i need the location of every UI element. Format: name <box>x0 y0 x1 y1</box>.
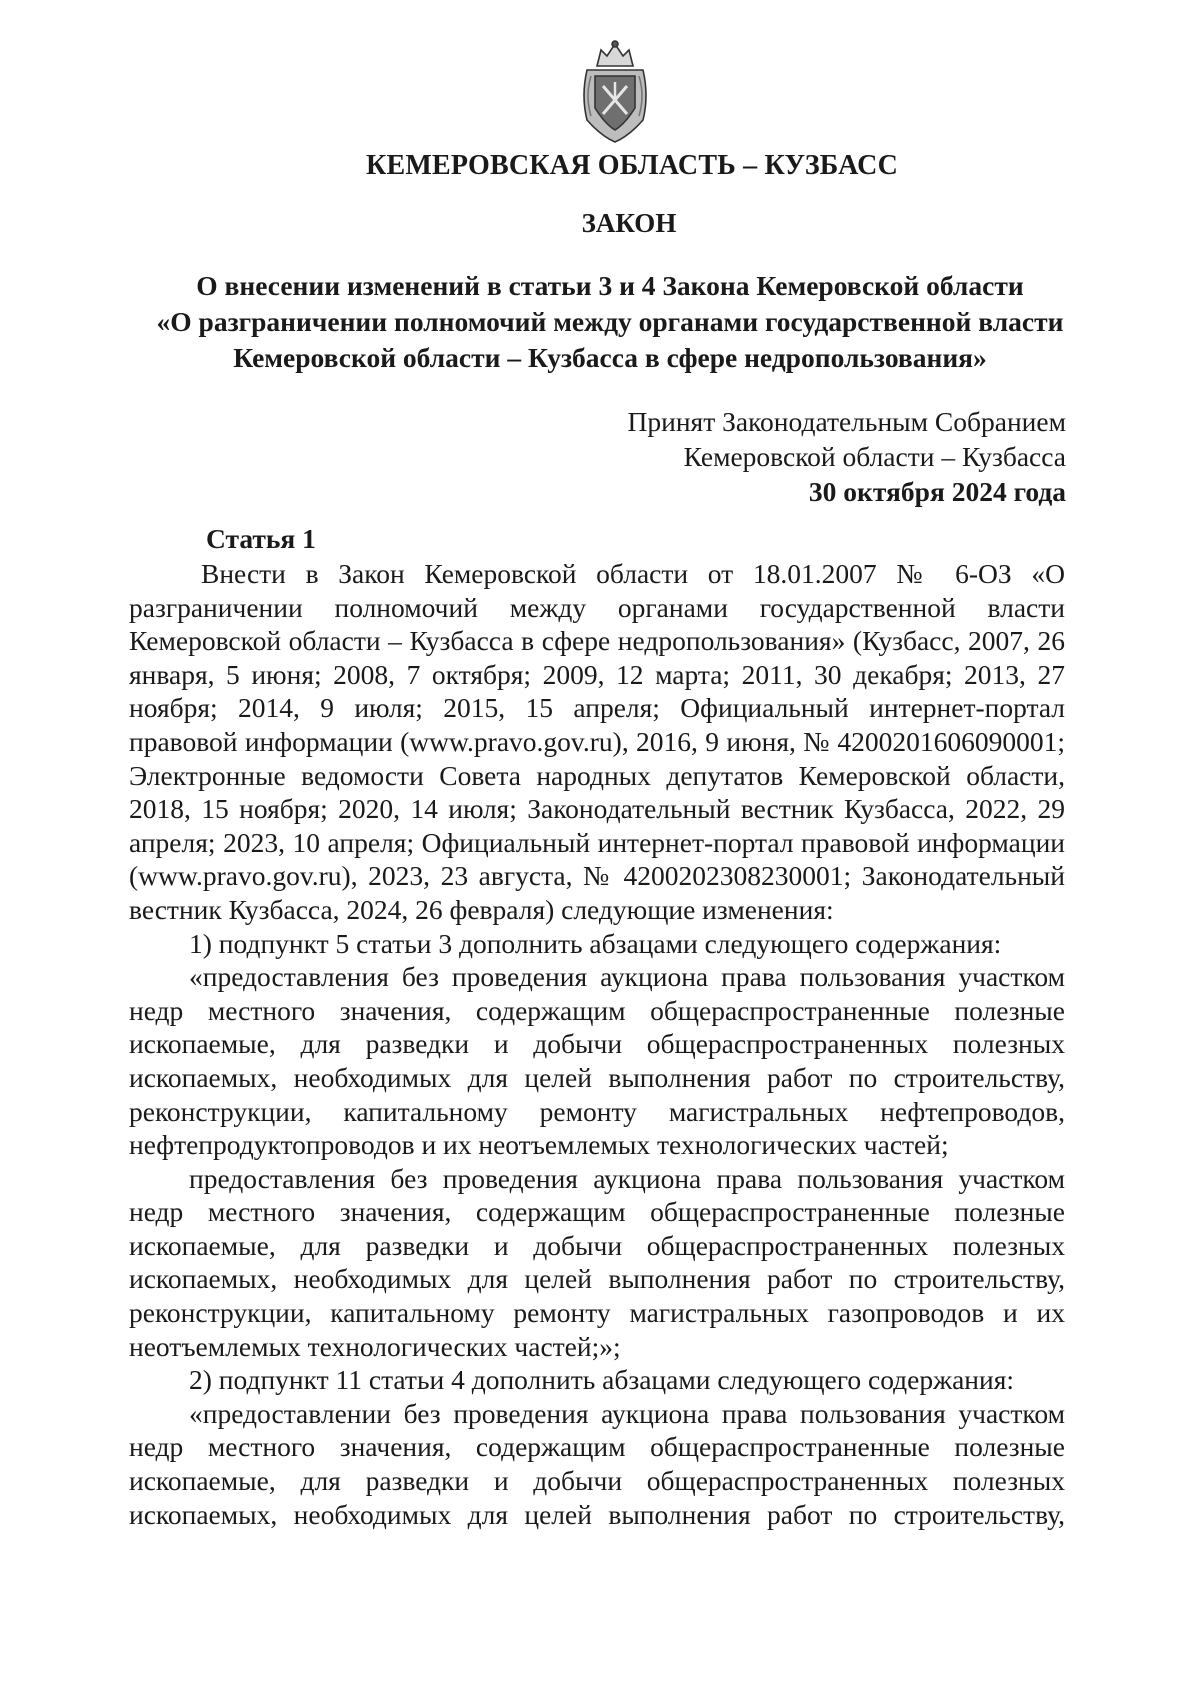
article-body <box>129 557 1065 1531</box>
coat-of-arms-emblem <box>577 36 653 148</box>
region-heading: КЕМЕРОВСКАЯ ОБЛАСТЬ – КУЗБАСС <box>365 150 899 181</box>
article-heading: Статья 1 <box>206 523 316 554</box>
amendment-item: 1) подпункт 5 статьи 3 дополнить абзацами следующего содержания: <box>189 927 1002 959</box>
law-title-line: Кемеровской области – Кузбасса в сфере недропользования» <box>233 342 987 373</box>
law-title <box>130 268 1090 376</box>
amendment-item: 2) подпункт 11 статьи 4 дополнить абзацами следующего содержания: <box>189 1364 1015 1396</box>
adoption-line: Принят Законодательным Собранием <box>627 406 1066 437</box>
amendment-paragraph: предоставления без проведения аукциона права пользования участком недр местного значения, содержащим общераспространенные полезные ископаемые, для разведки и добычи общераспространенных полезных ископаемых, необходимых для целей выполнения работ по строительству, реконструкции, капитальному ремонту магистральных газопроводов и их неотъемлемых технологических частей;»; <box>129 1162 1065 1362</box>
adoption-block <box>628 404 1066 509</box>
article-intro-paragraph: Внести в Закон Кемеровской области от 18.01.2007 № 6-ОЗ «О разграничении полномочий между органами государственной власти Кемеровской области – Кузбасса в сфере недропользования» (Кузбасс, 2007, 26 января, 5 июня; 2008, 7 октября; 2009, 12 марта; 2011, 30 декабря; 2013, 27 ноября; 2014, 9 июля; 2015, 15 апреля; Официальный интернет-портал правовой информации (www.pravo.gov.ru), 2016, 9 июня, № 4200201606090001; Электронные ведомости Совета народных депутатов Кемеровской области, 2018, 15 ноября; 2020, 14 июля; Законодательный вестник Кузбасса, 2022, 29 апреля; 2023, 10 апреля; Официальный интернет-портал правовой информации (www.pravo.gov.ru), 2023, 23 августа, № 4200202308230001; Законодательный вестник Кузбасса, 2024, 26 февраля) следующие изменения: <box>129 558 1065 925</box>
adoption-line: Кемеровской области – Кузбасса <box>683 441 1066 472</box>
amendment-paragraph: «предоставлении без проведения аукциона права пользования участком недр местного значения, содержащим общераспространенные полезные ископаемые, для разведки и добычи общераспространенных полезных ископаемых, необходимых для целей выполнения работ по строительству, <box>129 1397 1065 1530</box>
adoption-date: 30 октября 2024 года <box>808 476 1066 507</box>
document-type: ЗАКОН <box>581 208 677 238</box>
amendment-paragraph: «предоставления без проведения аукциона права пользования участком недр местного значения, содержащим общераспространенные полезные ископаемые, для разведки и добычи общераспространенных полезных ископаемых, необходимых для целей выполнения работ по строительству, реконструкции, капитальному ремонту магистральных нефтепроводов, нефтепродуктопроводов и их неотъемлемых технологических частей; <box>129 961 1065 1161</box>
law-title-line: О внесении изменений в статьи 3 и 4 Закона Кемеровской области <box>196 270 1024 301</box>
law-title-line: «О разграничении полномочий между органами государственной власти <box>156 306 1064 337</box>
